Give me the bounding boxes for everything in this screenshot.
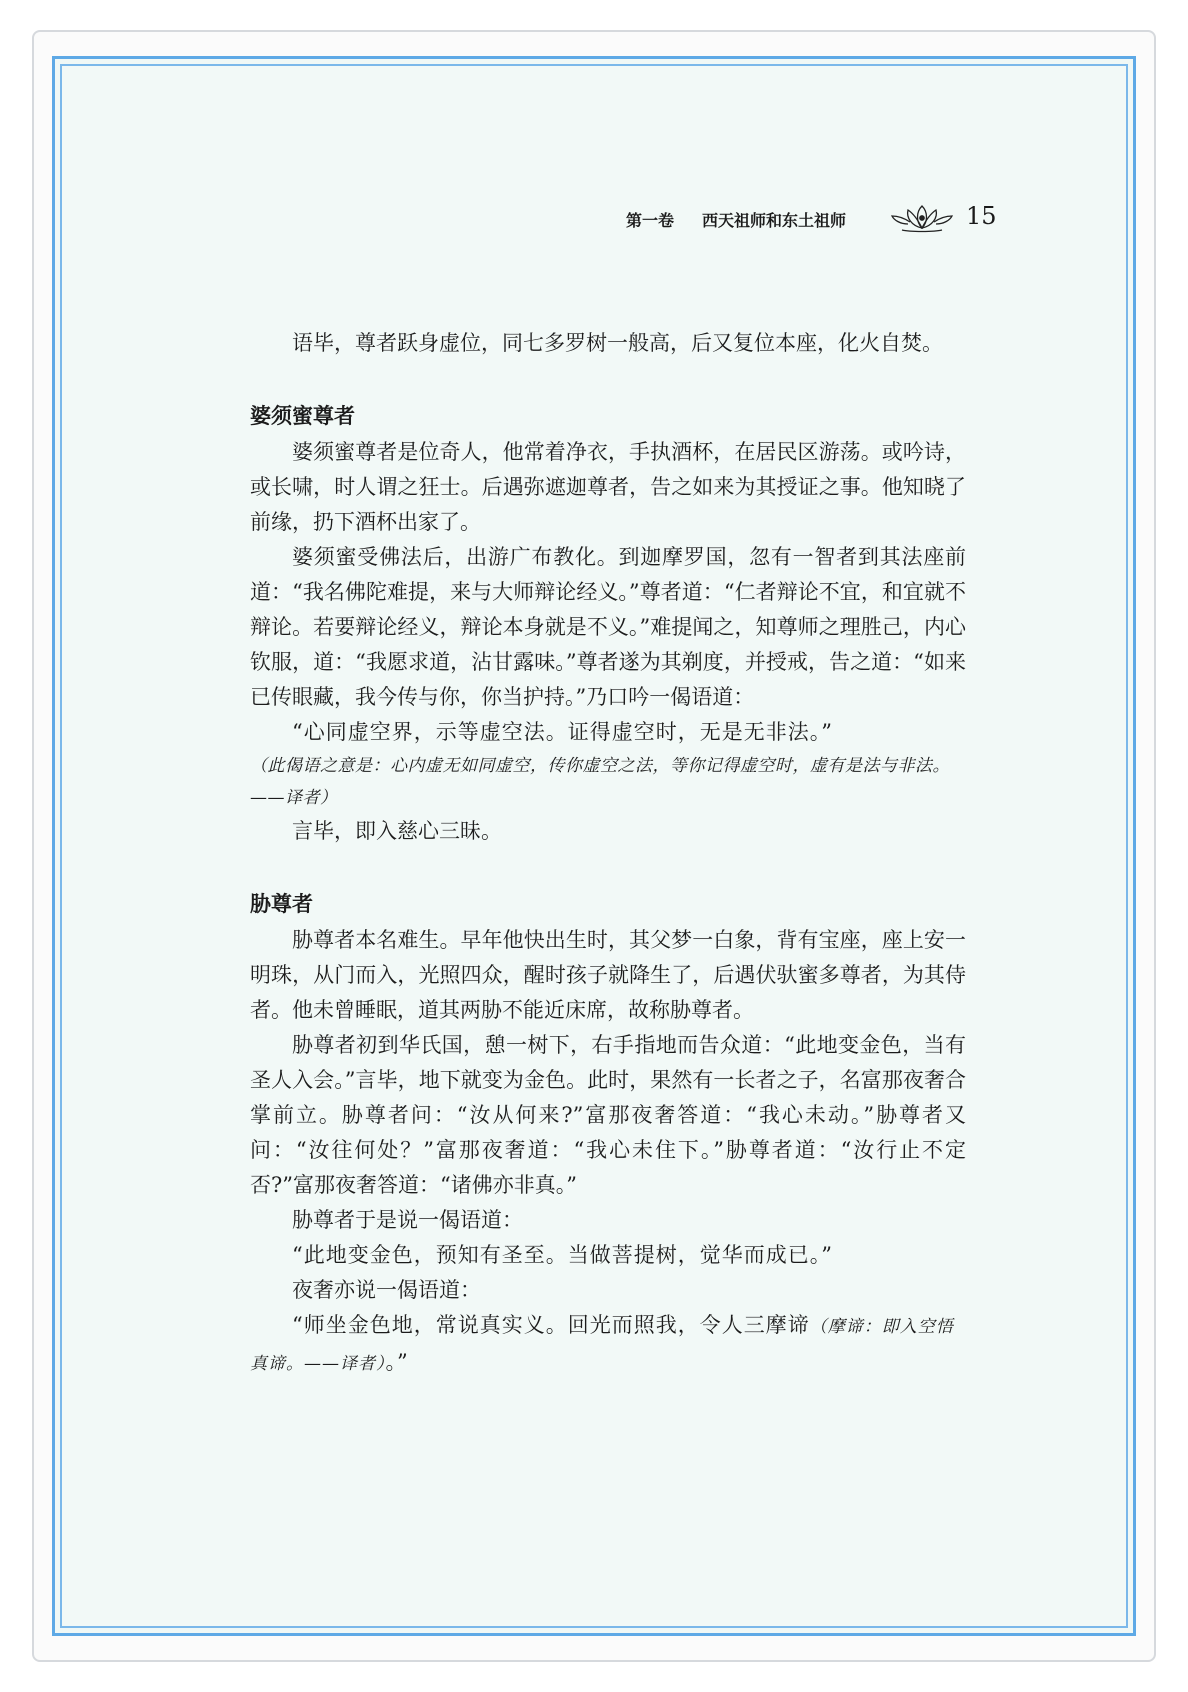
header-chapter: 第一卷 (626, 211, 675, 230)
section-heading-parsva: 胁尊者 (250, 892, 313, 916)
paragraph: 婆须蜜受佛法后，出游广布教化。到迦摩罗国，忽有一智者到其法座前道：“我名佛陀难提，来与大师辩论经义。”尊者道：“仁者辩论不宜，和宜就不辩论。若要辩论经义，辩论本身就是不义。”难提闻之，知尊师之理胜己，内心钦服，道：“我愿求道，沾甘露味。”尊者遂为其剃度，并授戒，告之道：“如来已传眼藏，我今传与你，你当护持。”乃口吟一偈语道： (250, 545, 966, 709)
paragraph: 胁尊者本名难生。早年他快出生时，其父梦一白象，背有宝座，座上安一明珠，从门而入，光照四众，醒时孩子就降生了，后遇伏驮蜜多尊者，为其侍者。他未曾睡眠，道其两胁不能近床席，故称胁尊者。 (250, 928, 966, 1022)
paragraph: 婆须蜜尊者是位奇人，他常着净衣，手执酒杯，在居民区游荡。或吟诗，或长啸，时人谓之狂士。后遇弥遮迦尊者，告之如来为其授证之事。他知晓了前缘，扔下酒杯出家了。 (250, 440, 966, 534)
paragraph: 夜奢亦说一偈语道： (292, 1278, 481, 1302)
verse-text: “师坐金色地，常说真实义。回光而照我，令人三摩谛 (292, 1313, 810, 1337)
verse: “此地变金色，预知有圣至。当做菩提树，觉华而成已。” (292, 1243, 833, 1267)
paragraph: 言毕，即入慈心三昧。 (292, 819, 502, 843)
main-text (250, 326, 966, 1382)
verse: “心同虚空界，示等虚空法。证得虚空时，无是无非法。” (292, 720, 833, 744)
verse-with-note (250, 1308, 966, 1382)
section-heading-vasumitra: 婆须蜜尊者 (250, 404, 355, 428)
running-header (600, 202, 1000, 242)
page-number: 15 (966, 202, 997, 230)
translator-note: （此偈语之意是：心内虚无如同虚空，传你虚空之法，等你记得虚空时，虚有是法与非法。——译者） (250, 756, 950, 808)
paragraph: 胁尊者初到华氏国，憩一树下，右手指地而告众道：“此地变金色，当有圣人入会。”言毕，地下就变为金色。此时，果然有一长者之子，名富那夜奢合掌前立。胁尊者问：“汝从何来?”富那夜奢答道：“我心未动。”胁尊者又问：“汝往何处？”富那夜奢道：“我心未住下。”胁尊者道：“汝行止不定否?”富那夜奢答道：“诸佛亦非真。” (250, 1033, 966, 1197)
translator-note-inline: （摩谛：即入空悟真谛。——译者） (250, 1317, 954, 1374)
header-title: 西天祖师和东土祖师 (702, 211, 847, 230)
paragraph: 胁尊者于是说一偈语道： (292, 1208, 523, 1232)
verse-end: 。” (385, 1350, 409, 1374)
lotus-icon (890, 202, 954, 236)
intro-paragraph: 语毕，尊者跃身虚位，同七多罗树一般高，后又复位本座，化火自焚。 (292, 331, 943, 355)
